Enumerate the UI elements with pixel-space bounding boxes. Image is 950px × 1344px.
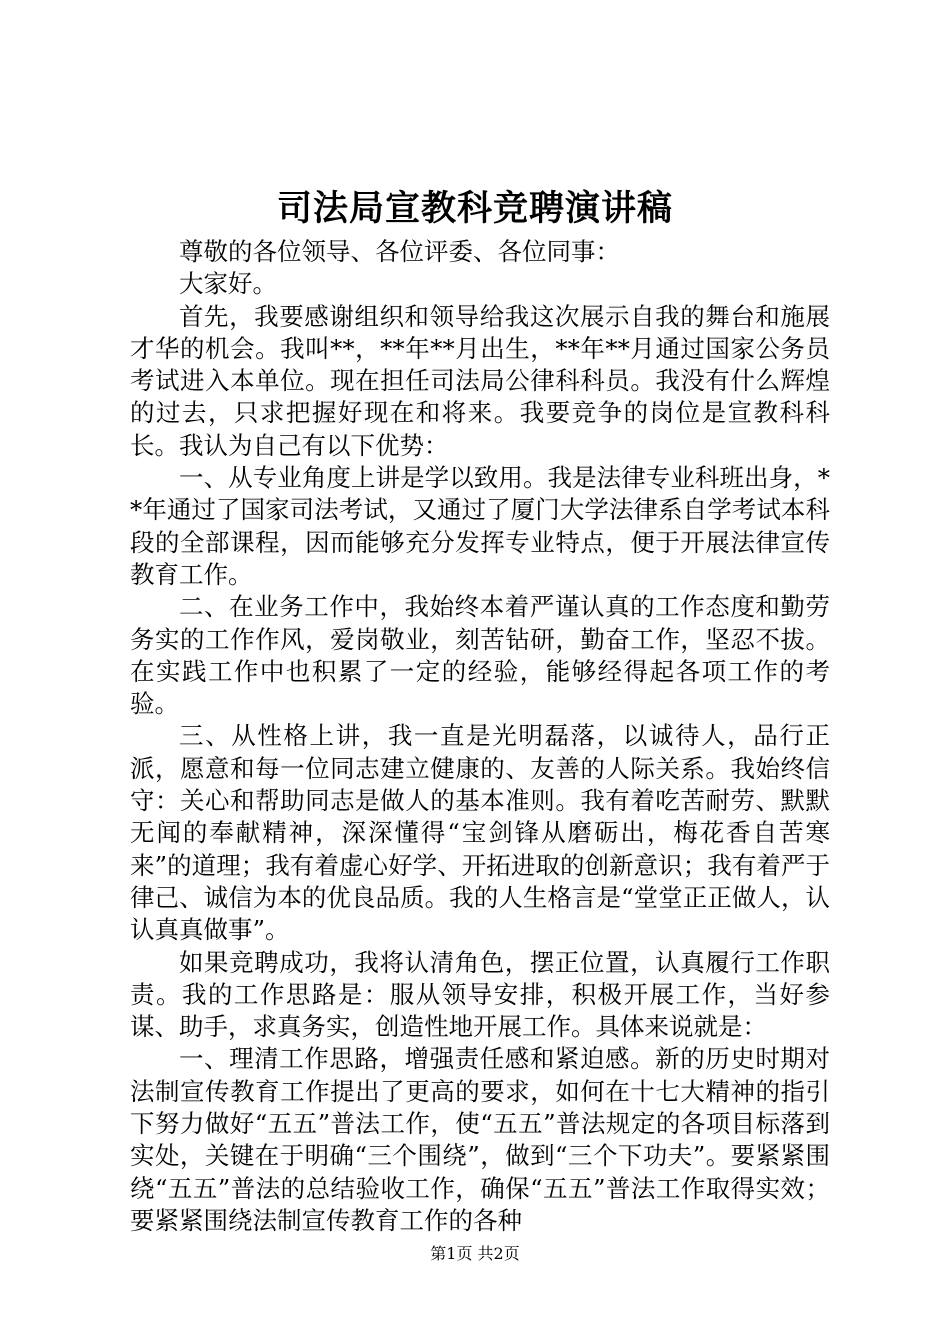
paragraph-work-plan: 如果竞聘成功，我将认清角色，摆正位置，认真履行工作职责。我的工作思路是：服从领导安排，积极开展工作，当好参谋、助手，求真务实，创造性地开展工作。具体来说就是： [130,947,830,1042]
paragraph-advantage-3: 三、从性格上讲，我一直是光明磊落，以诚待人，品行正派，愿意和每一位同志建立健康的、友善的人际关系。我始终信守：关心和帮助同志是做人的基本准则。我有着吃苦耐劳、默默无闻的奉献精神，深深懂得“宝剑锋从磨砺出，梅花香自苦寒来”的道理；我有着虚心好学、开拓进取的创新意识；我有着严于律己、诚信为本的优良品质。我的人生格言是“堂堂正正做人，认认真真做事”。 [130,721,830,945]
paragraph-advantage-1: 一、从专业角度上讲是学以致用。我是法律专业科班出身，**年通过了国家司法考试，又通过了厦门大学法律系自学考试本科段的全部课程，因而能够充分发挥专业特点，便于开展法律宣传教育工作。 [130,463,830,589]
paragraph-salutation: 尊敬的各位领导、各位评委、各位同事： [179,237,620,266]
document-title: 司法局宣教科竞聘演讲稿 [276,188,673,229]
page-indicator: 第1页 共2页 [430,1244,520,1263]
document-body [130,236,830,1237]
paragraph-introduction: 首先，我要感谢组织和领导给我这次展示自我的舞台和施展才华的机会。我叫**，**年**月出生，**年**月通过国家公务员考试进入本单位。现在担任司法局公律科科员。我没有什么辉煌的过去，只求把握好现在和将来。我要竞争的岗位是宣教科科长。我认为自己有以下优势： [130,301,830,460]
paragraph-greeting: 大家好。 [179,269,277,299]
paragraph-plan-1: 一、理清工作思路，增强责任感和紧迫感。新的历史时期对法制宣传教育工作提出了更高的要求，如何在十七大精神的指引下努力做好“五五”普法工作，使“五五”普法规定的各项目标落到实处，关键在于明确“三个围绕”，做到“三个下功夫”。要紧紧围绕“五五”普法的总结验收工作，确保“五五”普法工作取得实效；要紧紧围绕法制宣传教育工作的各种 [130,1044,830,1235]
paragraph-advantage-2: 二、在业务工作中，我始终本着严谨认真的工作态度和勤劳务实的工作作风，爱岗敬业，刻苦钻研，勤奋工作，坚忍不拔。在实践工作中也积累了一定的经验，能够经得起各项工作的考验。 [130,592,830,719]
